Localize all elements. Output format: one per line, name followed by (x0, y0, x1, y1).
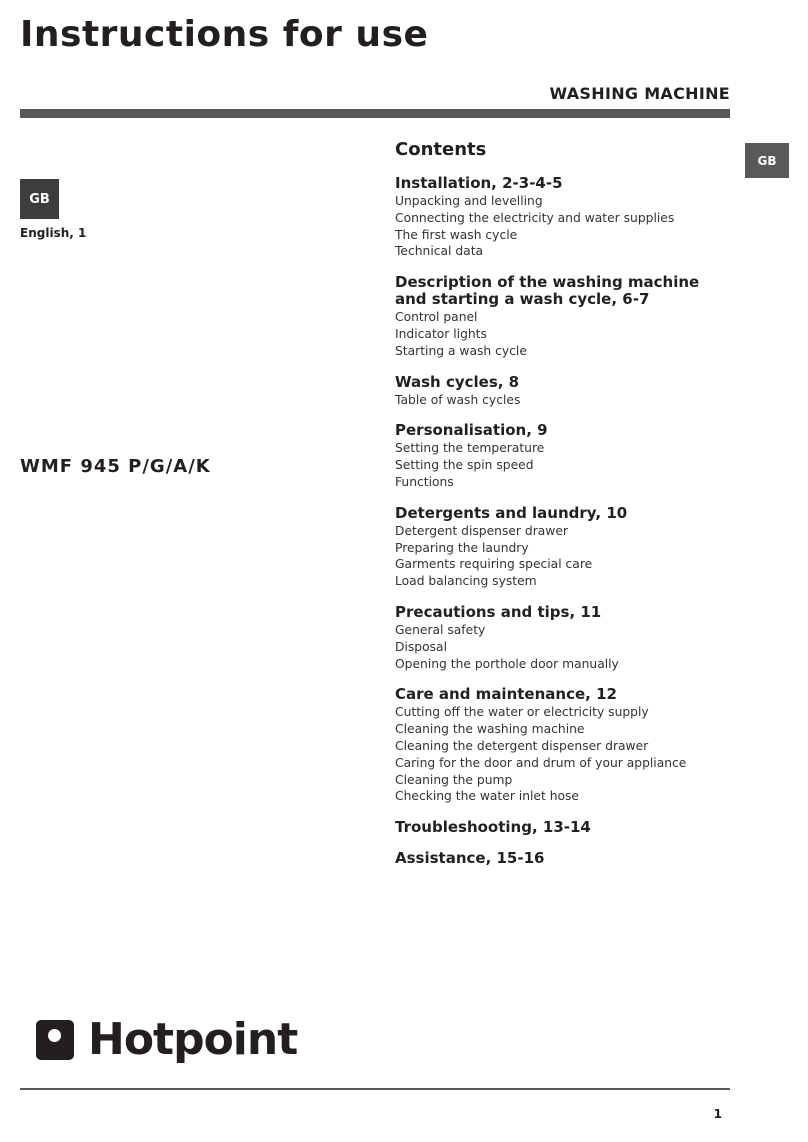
contents-section (395, 819, 735, 836)
section-item: Preparing the laundry (395, 540, 529, 555)
section-item: Starting a wash cycle (395, 343, 527, 358)
brand-logo (36, 1016, 297, 1064)
section-heading: Description of the washing machine and starting a wash cycle, 6-7 (395, 273, 700, 309)
contents-section (395, 175, 735, 260)
section-item: Opening the porthole door manually (395, 656, 619, 671)
section-item: Load balancing system (395, 574, 537, 589)
section-item: Table of wash cycles (395, 392, 521, 407)
contents-section (395, 604, 735, 672)
section-item: Cleaning the detergent dispenser drawer (395, 738, 649, 753)
language-badge-gb: GB (20, 179, 59, 219)
section-item: Caring for the door and drum of your appliance (395, 755, 687, 770)
section-item: Setting the spin speed (395, 458, 534, 473)
section-heading: Troubleshooting, 13-14 (395, 818, 591, 837)
section-item: Garments requiring special care (395, 557, 593, 572)
section-heading: Installation, 2-3-4-5 (395, 174, 563, 192)
contents-section (395, 374, 735, 409)
section-item: Functions (395, 474, 454, 489)
contents-title: Contents (395, 139, 487, 160)
contents-sections (395, 175, 735, 867)
section-item: Disposal (395, 639, 447, 654)
section-heading: Assistance, 15-16 (395, 849, 545, 868)
section-item: Cleaning the pump (395, 772, 513, 787)
section-heading: Personalisation, 9 (395, 421, 548, 440)
section-item: Technical data (395, 244, 484, 259)
section-item: Control panel (395, 310, 478, 325)
section-heading: Wash cycles, 8 (395, 372, 520, 391)
table-of-contents (395, 139, 735, 881)
hotpoint-logo-icon (36, 1020, 74, 1060)
page-title: Instructions for use (20, 14, 429, 55)
section-heading: Precautions and tips, 11 (395, 602, 602, 621)
section-item: Setting the temperature (395, 441, 545, 456)
footer-rule (20, 1088, 730, 1090)
contents-section (395, 505, 735, 590)
contents-section (395, 850, 735, 867)
section-item: Detergent dispenser drawer (395, 523, 568, 538)
header-rule (20, 109, 730, 118)
section-heading: Detergents and laundry, 10 (395, 503, 628, 522)
section-item: General safety (395, 622, 486, 637)
language-reference: English, 1 (20, 226, 87, 240)
section-item: Indicator lights (395, 326, 487, 341)
section-heading: Care and maintenance, 12 (395, 685, 617, 704)
contents-section (395, 422, 735, 490)
section-item: Cleaning the washing machine (395, 722, 585, 737)
section-item: Cutting off the water or electricity supply (395, 705, 649, 720)
document-subtitle: WASHING MACHINE (549, 84, 730, 103)
section-item: Checking the water inlet hose (395, 789, 579, 804)
contents-section (395, 686, 735, 805)
section-item: Connecting the electricity and water supplies (395, 210, 675, 225)
brand-name: Hotpoint (88, 1014, 298, 1065)
model-number: WMF 945 P/G/A/K (20, 456, 211, 477)
section-item: The first wash cycle (395, 227, 518, 242)
page-number: 1 (713, 1107, 722, 1121)
language-tab-gb: GB (745, 143, 789, 178)
contents-section (395, 274, 735, 359)
section-item: Unpacking and levelling (395, 194, 543, 208)
